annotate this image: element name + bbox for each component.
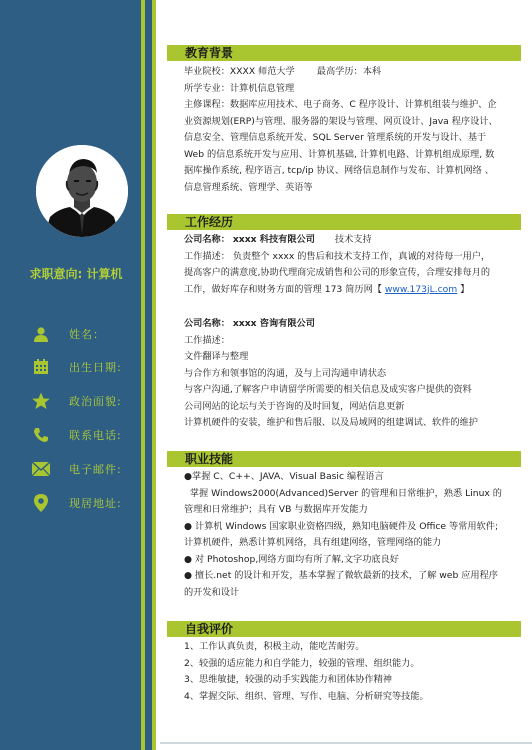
info-label: 出生日期: bbox=[69, 361, 122, 374]
info-phone bbox=[32, 425, 122, 445]
job-position: 技术支持 bbox=[334, 234, 372, 245]
calendar-icon bbox=[32, 358, 50, 376]
company-label: 公司名称： bbox=[184, 318, 230, 329]
info-label: 现居地址: bbox=[69, 497, 122, 510]
evaluation-line: 2、较强的适应能力和自学能力，较强的管理、组织能力。 bbox=[184, 657, 420, 669]
job-desc-line: 与客户沟通,了解客户申请留学所需要的相关信息及成实客户提供的资料 bbox=[184, 384, 472, 395]
job-desc-line: 公司网站的论坛与关于咨询的及时回复，网站信息更新 bbox=[184, 400, 405, 412]
avatar bbox=[36, 145, 128, 237]
job-desc-line: 工作描述： bbox=[184, 334, 230, 346]
section-title: 工作经历 bbox=[185, 215, 234, 229]
skill-line: 管理和日常维护；具有 VB 与数据库开发能力 bbox=[184, 504, 368, 515]
job-desc-line: 工作，做好库存和财务方面的管理 173 简历网【 bbox=[184, 283, 382, 295]
job-desc-end: 】 bbox=[460, 283, 470, 295]
sidebar-stripe bbox=[152, 0, 156, 750]
phone-icon bbox=[32, 426, 50, 444]
info-label: 姓名： bbox=[69, 328, 105, 341]
sidebar-stripe bbox=[141, 0, 145, 750]
company-label: 公司名称： bbox=[184, 234, 230, 245]
courses-line: 主修课程：数据库应用技术、电子商务、C 程序设计、计算机组装与维护、企 bbox=[184, 99, 497, 110]
evaluation-line: 3、思维敏捷，较强的动手实践能力和团体协作精神 bbox=[184, 674, 392, 685]
job-desc-line: 计算机硬件的安装，维护和售后服、以及局域网的组建调试、软件的维护 bbox=[184, 417, 478, 428]
mail-icon bbox=[32, 460, 50, 478]
job-desc-line: 工作描述： 负责整个 xxxx 的售后和技术支持工作，真诚的对待每一用户， bbox=[184, 250, 491, 262]
skill-line: ● 对 Photoshop,网络方面均有所了解,文字功底良好 bbox=[184, 553, 399, 565]
degree: 最高学历：本科 bbox=[316, 66, 382, 77]
skills-content bbox=[184, 469, 514, 601]
section-header-education bbox=[167, 45, 521, 61]
person-icon bbox=[32, 325, 50, 343]
section-header-work bbox=[167, 214, 521, 230]
evaluation-line: 4、掌握交际、组织、管理、写作、电脑、分析研究等技能。 bbox=[184, 690, 429, 702]
skill-line: ● 计算机 Windows 国家职业资格四级，熟知电脑硬件及 Office 等常用软件; bbox=[184, 520, 499, 532]
info-email bbox=[32, 459, 122, 479]
section-title: 自我评价 bbox=[185, 622, 234, 636]
courses-line: 信息安全、管理信息系统开发、SQL Server 管理系统的开发与设计、基于 bbox=[184, 132, 487, 143]
job-desc-line: 提高客户的满意度,协助代理商完成销售和公司的形象宣传，合理安排每月的 bbox=[184, 267, 491, 278]
profile-photo bbox=[36, 145, 128, 237]
skill-line: 掌握 Windows2000(Advanced)Server 的管理和日常维护，熟悉 Linux 的 bbox=[184, 487, 502, 499]
job-desc-line: 文件翻译与整理 bbox=[184, 351, 249, 362]
work-job2 bbox=[184, 316, 514, 432]
skill-line: ●掌握 C、C++、JAVA、Visual Basic 编程语言 bbox=[184, 471, 384, 482]
skill-line: ● 擅长.net 的设计和开发，基本掌握了微软最新的技术，了解 web 应用程序 bbox=[184, 570, 498, 581]
courses-line: Web 的信息系统开发与应用、计算机基础, 计算机电路、计算机组成原理, 数 bbox=[184, 148, 495, 160]
section-title: 职业技能 bbox=[185, 452, 234, 466]
company-name: xxxx 科技有限公司 bbox=[232, 234, 315, 245]
skill-line: 计算机硬件，熟悉计算机网络，具有组建网络，管理网络的能力 bbox=[184, 537, 442, 548]
courses-line: 据库操作系统, 程序语言, tcp/ip 协议、网络信息制作与发布、计算机网络 、 bbox=[184, 165, 494, 176]
skill-line: 的开发和设计 bbox=[184, 586, 240, 598]
info-label: 电子邮件: bbox=[69, 463, 122, 476]
courses-line: 信息管理系统、管理学、英语等 bbox=[184, 181, 313, 193]
job-objective: 求职意向: 计算机 bbox=[29, 267, 123, 281]
job-desc-line: 与合作方和领事馆的沟通，及与上司沟通申请状态 bbox=[184, 367, 387, 379]
bottom-divider bbox=[160, 742, 532, 744]
section-header-evaluation bbox=[167, 621, 521, 637]
work-job1 bbox=[184, 232, 514, 298]
info-address bbox=[32, 493, 122, 513]
company-name: xxxx 咨询有限公司 bbox=[232, 318, 315, 329]
evaluation-line: 1、工作认真负责，积极主动，能吃苦耐劳。 bbox=[184, 641, 365, 652]
website-link[interactable]: www.173jL.com bbox=[384, 283, 458, 295]
star-icon bbox=[32, 392, 50, 410]
education-content bbox=[184, 64, 514, 196]
school: 毕业院校：XXXX 师范大学 bbox=[184, 66, 295, 77]
section-title: 教育背景 bbox=[185, 46, 234, 60]
major: 所学专业：计算机信息管理 bbox=[184, 82, 295, 94]
evaluation-content bbox=[184, 639, 514, 705]
location-icon bbox=[32, 494, 50, 512]
info-label: 政治面貌: bbox=[69, 395, 122, 408]
courses-line: 业资源规划(ERP)与管理、服务器的架设与管理、网页设计、Java 程序设计、 bbox=[184, 115, 498, 127]
info-name bbox=[32, 324, 105, 344]
section-header-skills bbox=[167, 451, 521, 467]
info-birthdate bbox=[32, 357, 122, 377]
info-political bbox=[32, 391, 122, 411]
info-label: 联系电话: bbox=[69, 429, 122, 442]
